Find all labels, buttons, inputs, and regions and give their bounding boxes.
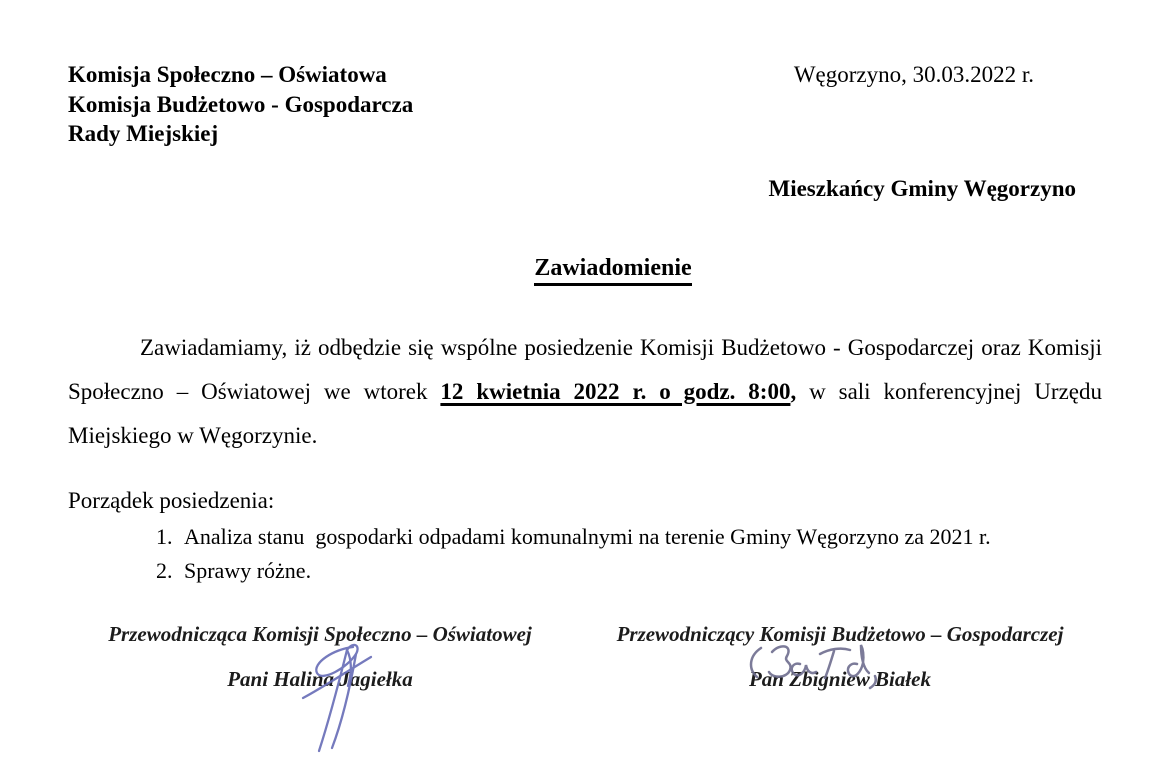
place-date-line: Węgorzyno, 30.03.2022 r. bbox=[793, 62, 1034, 87]
sender-line: Komisja Społeczno – Oświatowa bbox=[68, 62, 387, 87]
document-title: Zawiadomienie bbox=[534, 255, 691, 286]
sender-block bbox=[68, 60, 413, 149]
body-lead: Zawiadamiamy, iż odbędzie się wspólne posiedzenie Komisji Budżetowo - Gospodarczej oraz Komisji Społeczno – Oświatowej we wtorek bbox=[68, 334, 1102, 404]
body-paragraph bbox=[68, 326, 1102, 458]
agenda-list bbox=[68, 520, 1102, 588]
sender-line: Komisja Budżetowo - Gospodarcza bbox=[68, 91, 414, 117]
body-tail: w sali konferencyjnej Urzędu Miejskiego w Węgorzynie. bbox=[68, 378, 1102, 448]
signature-block-right bbox=[615, 620, 1065, 693]
meeting-datetime: 12 kwietnia 2022 r. o godz. 8:00 bbox=[440, 378, 791, 404]
recipient: Mieszkańcy Gminy Węgorzyno bbox=[768, 175, 1076, 201]
signature-block-left bbox=[100, 620, 540, 693]
signature-name-left: Pani Halina Jagiełka bbox=[227, 666, 413, 691]
sender-line: Rady Miejskiej bbox=[68, 121, 219, 146]
header-row bbox=[68, 60, 1102, 149]
signature-name-right: Pan Zbigniew Białek bbox=[748, 666, 931, 691]
signature-title-right: Przewodniczący Komisji Budżetowo – Gospodarczej bbox=[616, 621, 1064, 646]
title-row bbox=[96, 255, 1130, 286]
agenda-heading: Porządek posiedzenia: bbox=[68, 487, 275, 513]
signature-title-left: Przewodnicząca Komisji Społeczno – Oświatowej bbox=[108, 621, 532, 646]
agenda-item: 2. Sprawy różne. bbox=[178, 554, 1102, 588]
signature-section bbox=[68, 620, 1102, 693]
recipient-row bbox=[68, 174, 1102, 203]
body-comma: , bbox=[790, 378, 797, 404]
agenda-item: 1. Analiza stanu gospodarki odpadami komunalnymi na terenie Gminy Węgorzyno za 2021 r. bbox=[178, 520, 1102, 554]
